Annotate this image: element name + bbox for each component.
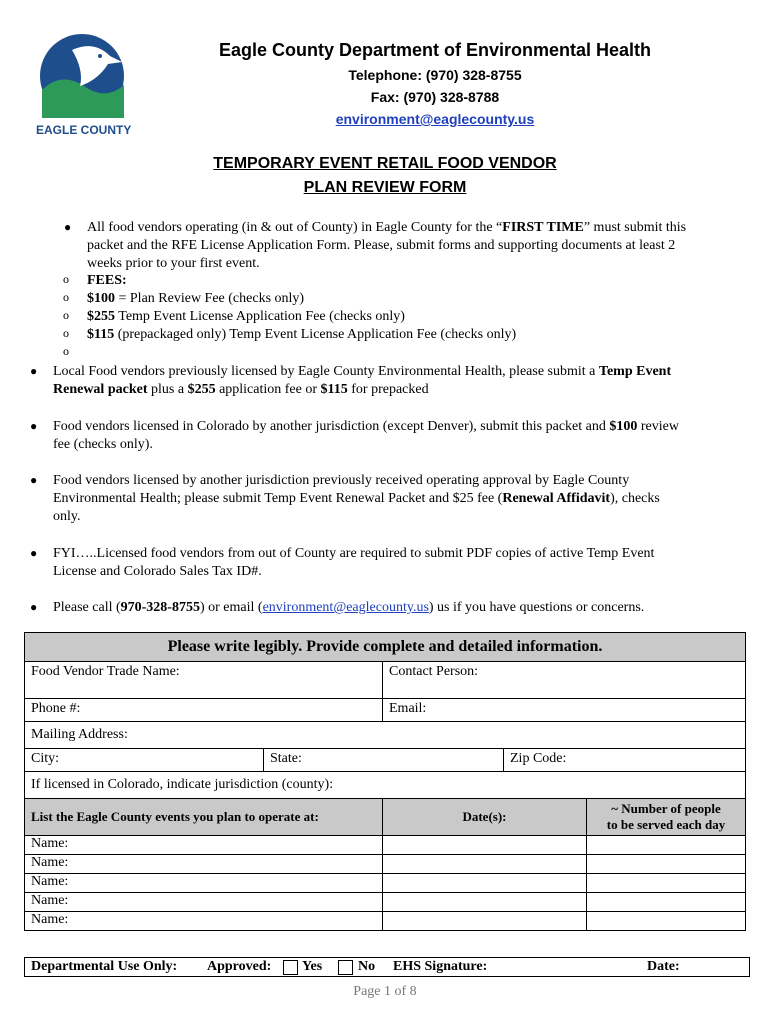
- approved-yes-checkbox[interactable]: [283, 960, 298, 975]
- bullet-dot: ●: [30, 473, 38, 487]
- bullet-dot: ●: [64, 220, 72, 234]
- fees-label: FEES:: [87, 273, 127, 288]
- sub-bullet: o: [63, 326, 69, 340]
- jurisdiction-field[interactable]: If licensed in Colorado, indicate jurisdiction (county):: [31, 777, 334, 792]
- mailing-address-field[interactable]: Mailing Address:: [31, 727, 128, 742]
- bullet-colorado-vendors: Food vendors licensed in Colorado by another jurisdiction (except Denver), submit this packet and $100 review fee (checks only).: [53, 419, 679, 452]
- event-people-field[interactable]: [586, 912, 745, 930]
- org-name: Eagle County Department of Environmental Health: [218, 40, 652, 60]
- bullet-dot: ●: [30, 546, 38, 560]
- sub-bullet: o: [63, 308, 69, 322]
- page-number: Page 1 of 8: [353, 984, 417, 999]
- fee-prepackaged: $115 (prepackaged only) Temp Event License Application Fee (checks only): [87, 327, 517, 342]
- event-date-field[interactable]: [382, 836, 586, 854]
- event-people-field[interactable]: [586, 874, 745, 892]
- event-date-field[interactable]: [382, 874, 586, 892]
- form-title: [0, 152, 770, 200]
- zip-code-field[interactable]: Zip Code:: [503, 749, 745, 771]
- page-header: [0, 40, 770, 127]
- bullet-local-vendors: Local Food vendors previously licensed by Eagle County Environmental Health, please submit a Temp Event Renewal packet plus a $255 application fee or $115 for prepacked: [53, 364, 672, 397]
- title-line-2: PLAN REVIEW FORM: [303, 179, 467, 196]
- event-people-field[interactable]: [586, 836, 745, 854]
- event-date-field[interactable]: [382, 855, 586, 873]
- intro-first-time: All food vendors operating (in & out of County) in Eagle County for the “FIRST TIME” must submit this packet and the RFE License Application Form. Please, submit forms and supporting documents at least 2 weeks prior to your first event.: [87, 220, 687, 271]
- bullet-other-jurisdiction: Food vendors licensed by another jurisdiction previously received operating approval by Eagle County Environmental Health; please submit Temp Event Renewal Packet and $25 fee (Renewal Affidavit), checks only.: [53, 473, 660, 524]
- contact-email-link[interactable]: environment@eaglecounty.us: [262, 600, 429, 615]
- sub-bullet: o: [63, 272, 69, 286]
- col-dates-header: Date(s):: [382, 799, 586, 835]
- vendor-info-form: [24, 632, 746, 931]
- departmental-use-bar: [24, 957, 750, 977]
- fee-temp-event: $255 Temp Event License Application Fee (checks only): [87, 309, 405, 324]
- bullet-contact: Please call (970-328-8755) or email (environment@eaglecounty.us) us if you have questions or concerns.: [53, 600, 645, 615]
- date-label: Date:: [647, 959, 680, 974]
- event-name-field[interactable]: Name:: [31, 912, 69, 927]
- bullet-dot: ●: [30, 419, 38, 433]
- state-field[interactable]: State:: [263, 749, 503, 771]
- email-link[interactable]: environment@eaglecounty.us: [335, 111, 535, 127]
- fee-plan-review: $100 = Plan Review Fee (checks only): [87, 291, 305, 306]
- event-name-field[interactable]: Name:: [31, 893, 69, 908]
- telephone: Telephone: (970) 328-8755: [348, 67, 522, 83]
- sub-bullet: o: [63, 290, 69, 304]
- bullet-dot: ●: [30, 600, 38, 614]
- event-people-field[interactable]: [586, 855, 745, 873]
- fax: Fax: (970) 328-8788: [370, 89, 500, 105]
- event-name-field[interactable]: Name:: [31, 874, 69, 889]
- approved-no-checkbox[interactable]: [338, 960, 353, 975]
- bullet-fyi: FYI…..Licensed food vendors from out of County are required to submit PDF copies of active Temp Event License and Colorado Sales Tax ID#.: [53, 546, 655, 579]
- ehs-signature-label: EHS Signature:: [393, 959, 488, 974]
- form-heading: Please write legibly. Provide complete and detailed information.: [167, 638, 603, 655]
- trade-name-field[interactable]: Food Vendor Trade Name:: [31, 664, 180, 679]
- email-field[interactable]: Email:: [382, 699, 745, 721]
- contact-person-field[interactable]: Contact Person:: [382, 662, 745, 698]
- event-date-field[interactable]: [382, 893, 586, 911]
- city-field[interactable]: City:: [31, 751, 60, 766]
- no-label: No: [358, 959, 376, 974]
- yes-label: Yes: [302, 959, 323, 974]
- sub-bullet: o: [63, 344, 69, 358]
- title-line-1: TEMPORARY EVENT RETAIL FOOD VENDOR: [213, 155, 557, 172]
- phone-field[interactable]: Phone #:: [31, 701, 81, 716]
- dept-label: Departmental Use Only:: [31, 959, 178, 974]
- col-people-header: ~ Number of people to be served each day: [586, 799, 745, 835]
- logo-text: EAGLE COUNTY: [36, 123, 132, 137]
- event-date-field[interactable]: [382, 912, 586, 930]
- approved-label: Approved:: [207, 959, 272, 974]
- bullet-dot: ●: [30, 364, 38, 378]
- event-name-field[interactable]: Name:: [31, 855, 69, 870]
- event-people-field[interactable]: [586, 893, 745, 911]
- event-name-field[interactable]: Name:: [31, 836, 69, 851]
- col-events-header: List the Eagle County events you plan to operate at:: [31, 809, 319, 824]
